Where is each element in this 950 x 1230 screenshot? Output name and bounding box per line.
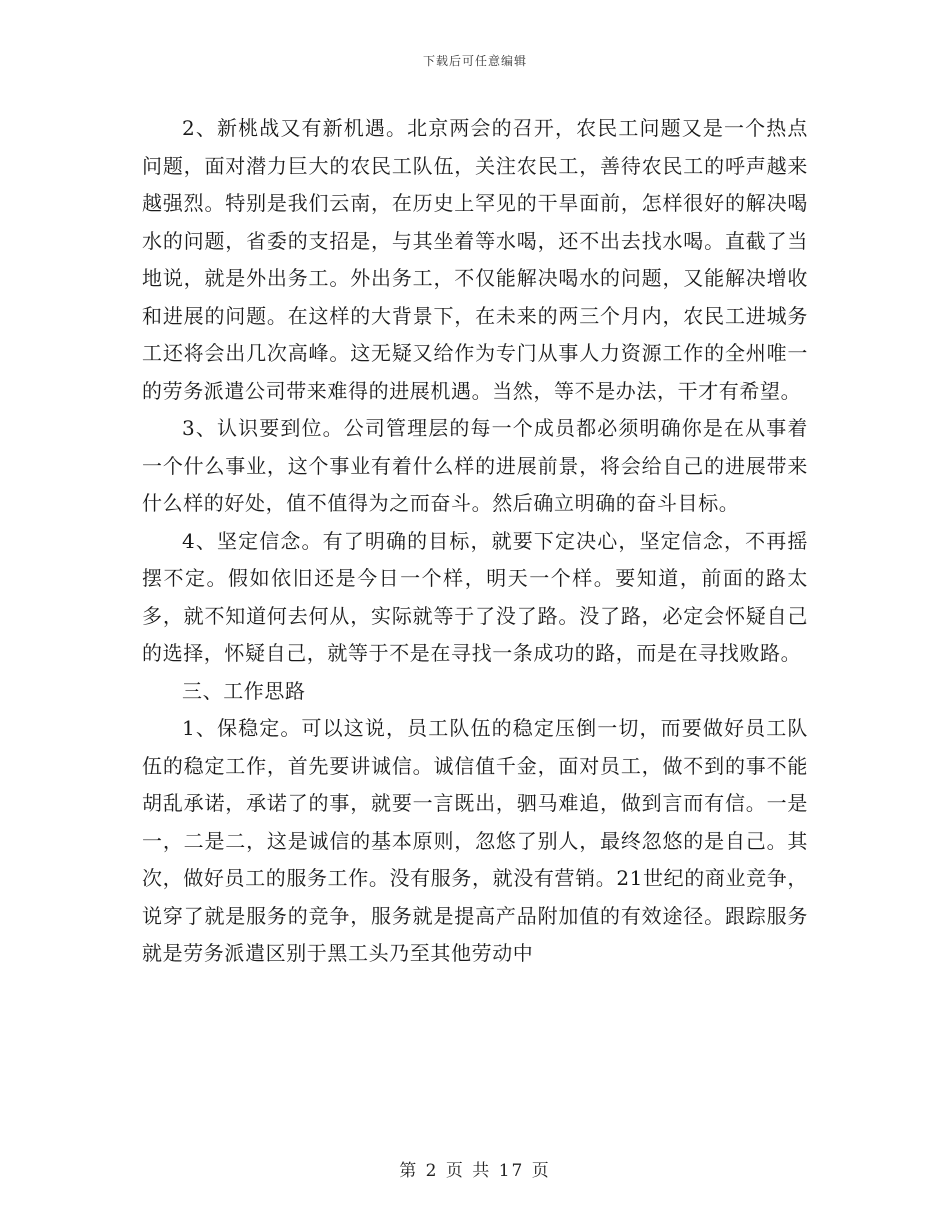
paragraph-awareness: 3、认识要到位。公司管理层的每一个成员都必须明确你是在从事着一个什么事业，这个事业有着什么样的进展前景，将会给自己的进展带来什么样的好处，值不值得为之而奋斗。然后确立明确的奋斗目标。: [142, 416, 808, 515]
page-header: 下载后可任意编辑: [422, 54, 527, 68]
paragraph-new-challenge: 2、新桃战又有新机遇。北京两会的召开，农民工问题又是一个热点问题，面对潜力巨大的农民工队伍，关注农民工，善待农民工的呼声越来越强烈。特别是我们云南，在历史上罕见的干旱面前，怎样很好的解决喝水的问题，省委的支招是，与其坐着等水喝，还不出去找水喝。直截了当地说，就是外出务工。外出务工，不仅能解决喝水的问题，又能解决增收和进展的问题。在这样的大背景下，在未来的两三个月内，农民工进城务工还将会出几次高峰。这无疑又给作为专门从事人力资源工作的全州唯一的劳务派遣公司带来难得的进展机遇。当然，等不是办法，干才有希望。: [142, 116, 808, 403]
paragraph-maintain-stability: 1、保稳定。可以这说，员工队伍的稳定压倒一切，而要做好员工队伍的稳定工作，首先要讲诚信。诚信值千金，面对员工，做不到的事不能胡乱承诺，承诺了的事，就要一言既出，驷马难追，做到言而有信。一是一，二是二，这是诚信的基本原则，忽悠了别人，最终忽悠的是自己。其次，做好员工的服务工作。没有服务，就没有营销。21世纪的商业竞争，说穿了就是服务的竞争，服务就是提高产品附加值的有效途径。跟踪服务就是劳务派遣区别于黑工头乃至其他劳动中: [142, 716, 808, 965]
page-number-footer: 第 2 页 共 17 页: [399, 1161, 551, 1181]
document-body: [142, 110, 808, 973]
section-title-work-approach: 三、工作思路: [182, 678, 306, 703]
paragraph-firm-belief: 4、坚定信念。有了明确的目标，就要下定决心，坚定信念，不再摇摆不定。假如依旧还是今日一个样，明天一个样。要知道，前面的路太多，就不知道何去何从，实际就等于了没了路。没了路，必定会怀疑自己的选择，怀疑自己，就等于不是在寻找一条成功的路，而是在寻找败路。: [142, 528, 808, 665]
